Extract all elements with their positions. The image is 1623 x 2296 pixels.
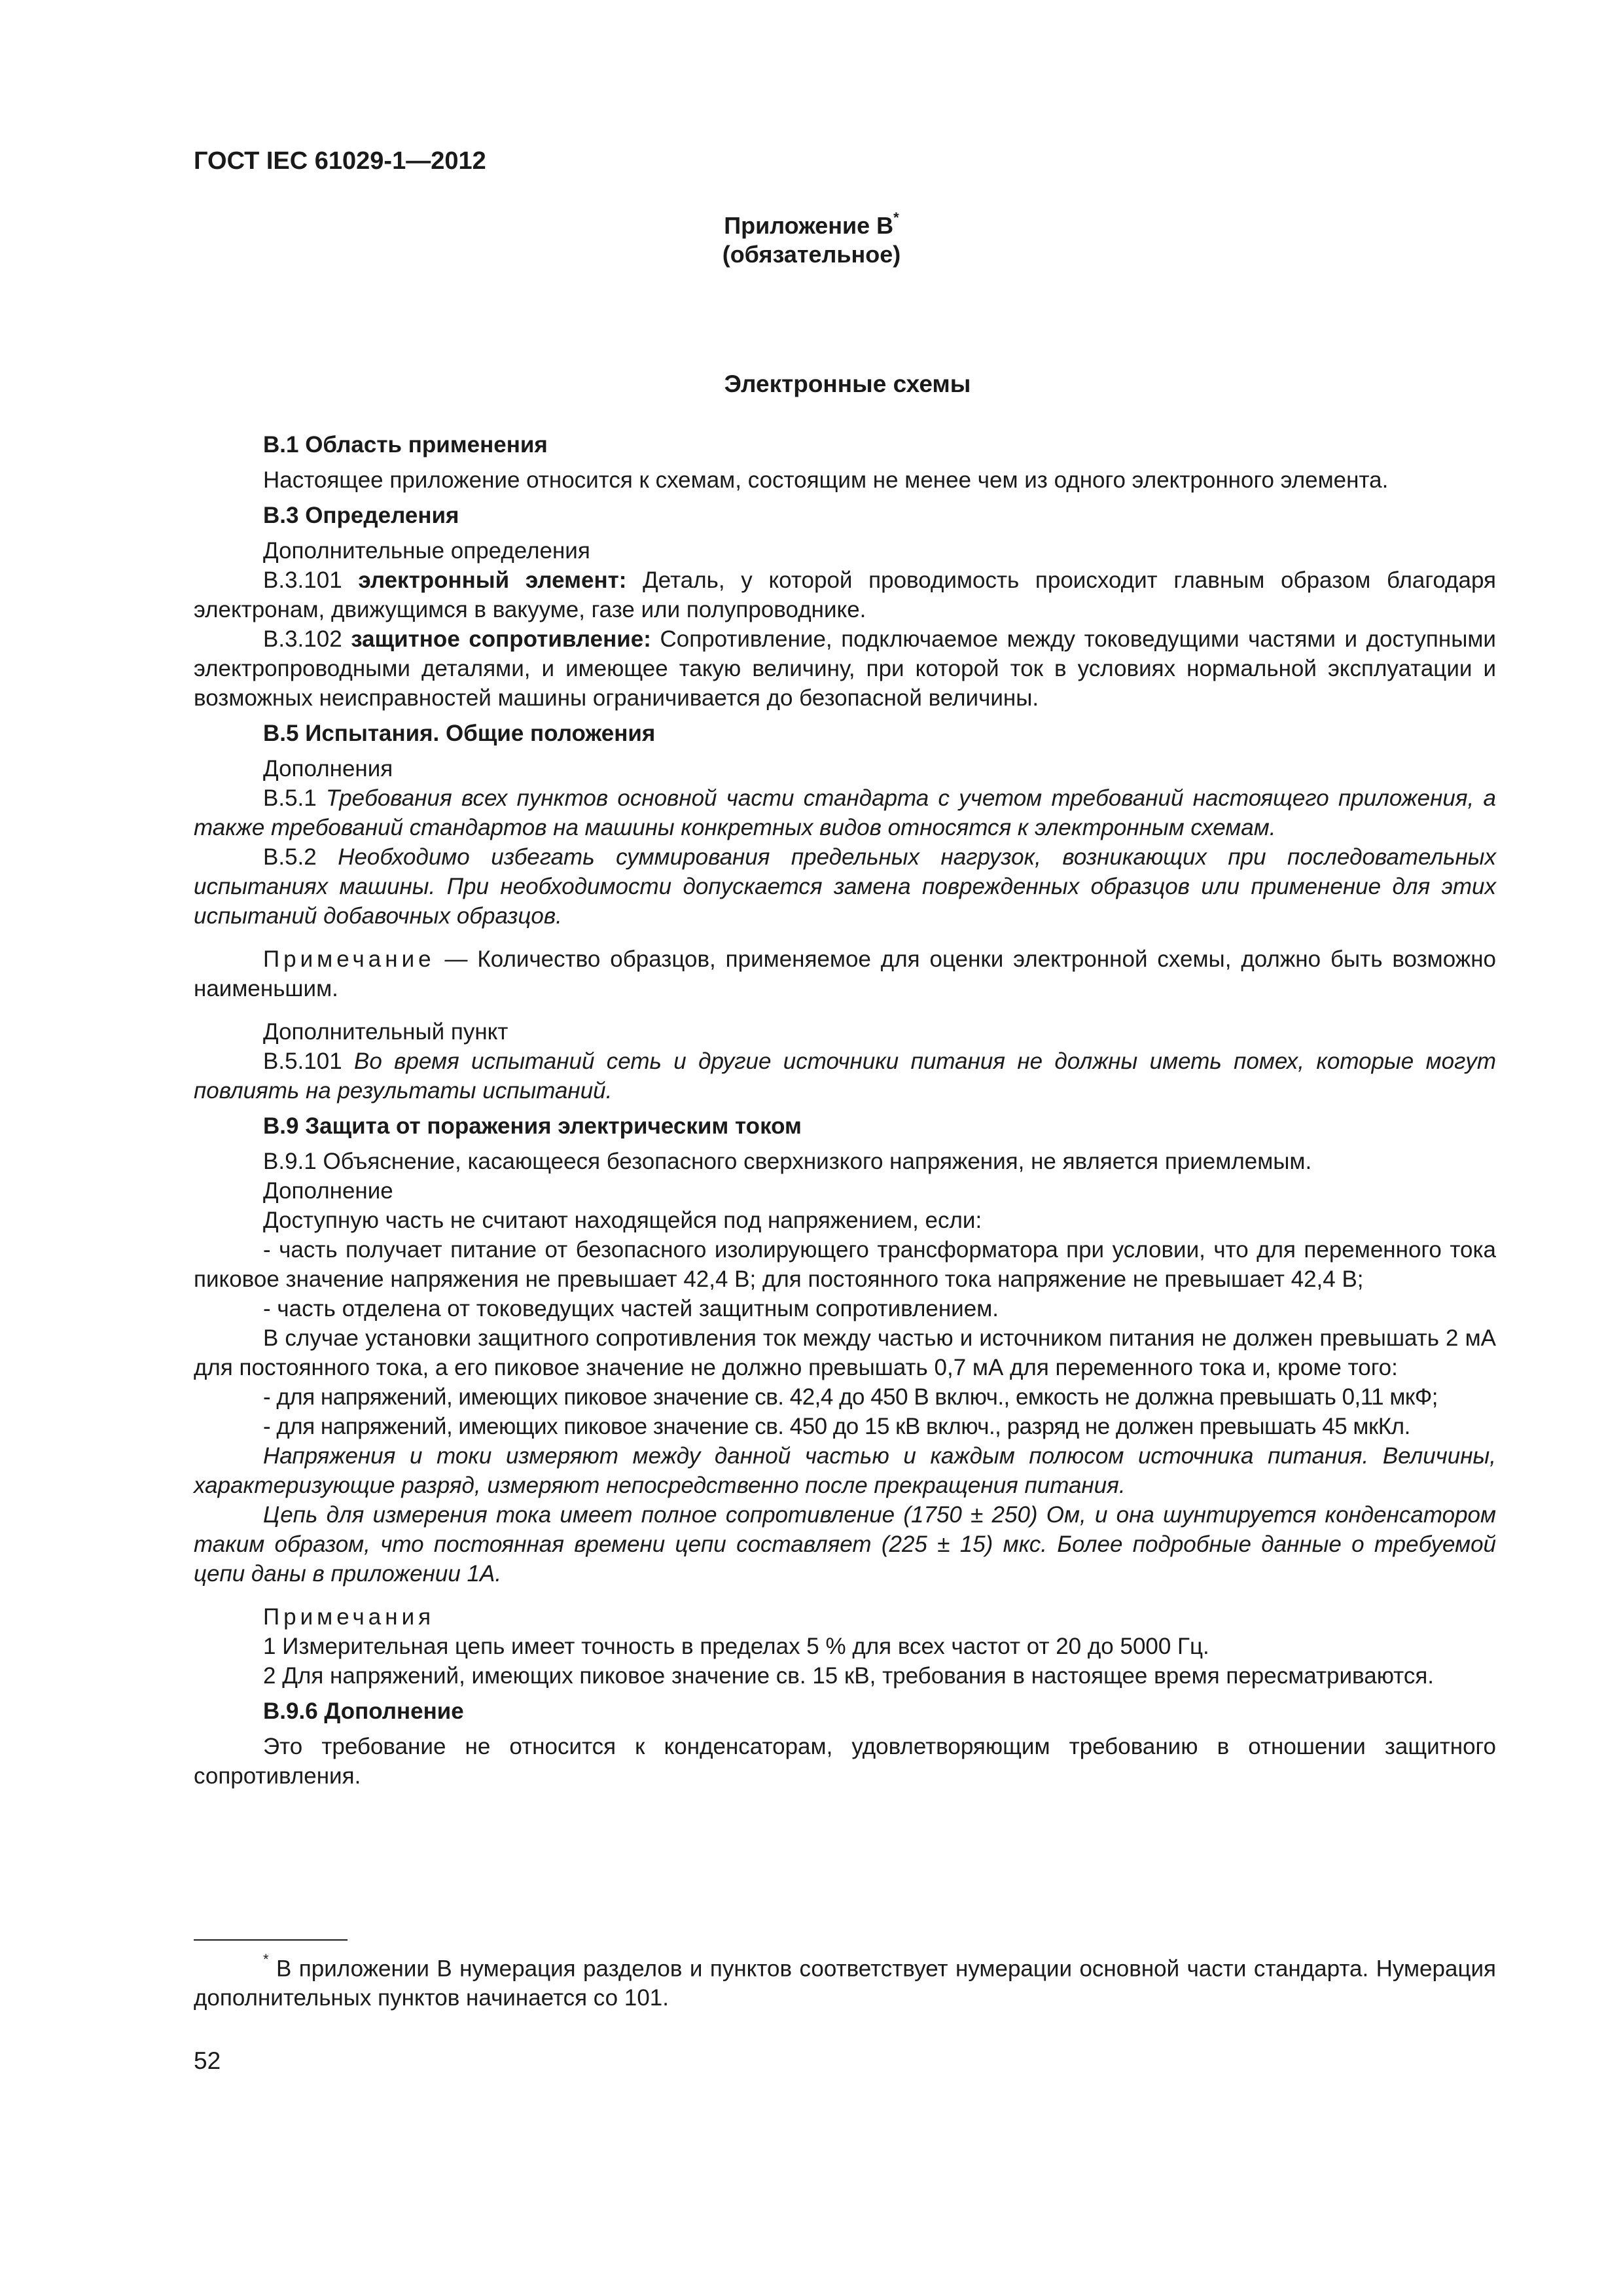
note-b5 xyxy=(194,944,1496,1003)
section-b9-condition: Доступную часть не считают находящейся под напряжением, если: xyxy=(263,1208,982,1233)
measurement-circuit-text: Цепь для измерения тока имеет полное сопротивление (1750 ± 250) Ом, и она шунтируется конденсатором таким образом, что постоянная времени цепи составляет (225 ± 15) мкс. Более подробные данные о требуемой цепи даны в приложении 1А. xyxy=(194,1502,1496,1587)
section-b9-addition: Дополнение xyxy=(263,1178,393,1204)
list-item: - часть отделена от токоведущих частей защитным сопротивлением. xyxy=(263,1296,999,1321)
clause-number: В.5.2 xyxy=(263,844,338,870)
section-b9-heading: В.9 Защита от поражения электрическим током xyxy=(263,1113,802,1139)
note-text: — Количество образцов, применяемое для оценки электронной схемы, должно быть возможно наименьшим. xyxy=(194,946,1496,1001)
footnote xyxy=(194,1949,1496,2013)
note-label: Примечание xyxy=(263,946,435,972)
footnote-divider xyxy=(194,1939,348,1941)
clause-b5-2 xyxy=(194,842,1496,931)
section-b5-heading: В.5 Испытания. Общие положения xyxy=(263,721,656,746)
footnote-text: В приложении В нумерация разделов и пунктов соответствует нумерации основной части стандарта. Нумерация дополнительных пунктов начинается со 101. xyxy=(194,1956,1496,2011)
definition-b3-102 xyxy=(194,624,1496,713)
annex-title: Приложение В xyxy=(724,212,894,239)
definition-text: Деталь, у которой проводимость происходит главным образом благодаря электронам, движущимся в вакууме, газе или полупроводнике. xyxy=(194,567,1496,622)
clause-text: Требования всех пунктов основной части стандарта с учетом требований настоящего приложения, а также требований стандартов на машины конкретных видов относятся к электронным схемам. xyxy=(194,785,1496,840)
annex-heading xyxy=(0,206,1623,269)
section-b1-heading: В.1 Область применения xyxy=(263,432,548,457)
clause-number: В.3.102 xyxy=(263,626,351,652)
annex-title-main: Электронные схемы xyxy=(724,370,971,397)
list-item: - для напряжений, имеющих пиковое значение св. 450 до 15 кВ включ., разряд не должен превышать 45 мкКл. xyxy=(263,1414,1410,1439)
clause-b5-1 xyxy=(194,783,1496,842)
section-b9-resistance: В случае установки защитного сопротивления ток между частью и источником питания не должен превышать 2 мА для постоянного тока, а его пиковое значение не должно превышать 0,7 мА для переменного тока и, кроме того: xyxy=(194,1325,1496,1380)
document-number-header: ГОСТ IEC 61029-1—2012 xyxy=(194,147,486,175)
list-item: - для напряжений, имеющих пиковое значение св. 42,4 до 450 В включ., емкость не должна превышать 0,11 мкФ; xyxy=(263,1384,1438,1410)
section-b1-text: Настоящее приложение относится к схемам, состоящим не менее чем из одного электронного элемента. xyxy=(263,467,1389,493)
definition-text: Сопротивление, подключаемое между токоведущими частями и доступными электропроводными деталями, и имеющее такую величину, при которой ток в условиях нормальной эксплуатации и возможных неисправностей машины ограничивается до безопасной величины. xyxy=(194,626,1496,711)
footnote-mark: * xyxy=(263,1951,269,1967)
annex-status: (обязательное) xyxy=(722,241,901,268)
section-b9-6-heading: В.9.6 Дополнение xyxy=(263,1698,464,1724)
defined-term: электронный элемент: xyxy=(358,567,627,593)
notes-label: Примечания xyxy=(263,1604,435,1630)
section-b3-heading: В.3 Определения xyxy=(263,503,459,528)
clause-text: Во время испытаний сеть и другие источники питания не должны иметь помех, которые могут повлиять на результаты испытаний. xyxy=(194,1049,1496,1103)
clause-number: В.5.101 xyxy=(263,1049,355,1074)
clause-b5-101 xyxy=(194,1047,1496,1105)
clause-b9-1: В.9.1 Объяснение, касающееся безопасного сверхнизкого напряжения, не является приемлемым. xyxy=(263,1149,1312,1174)
note-item: 1 Измерительная цепь имеет точность в пределах 5 % для всех частот от 20 до 5000 Гц. xyxy=(263,1634,1209,1659)
section-b3-intro: Дополнительные определения xyxy=(263,538,590,564)
section-b9-6-text: Это требование не относится к конденсаторам, удовлетворяющим требованию в отношении защитного сопротивления. xyxy=(194,1734,1496,1789)
document-body xyxy=(194,430,1496,1791)
list-item: - часть получает питание от безопасного изолирующего трансформатора при условии, что для переменного тока пиковое значение напряжения не превышает 42,4 В; для постоянного тока напряжение не превышает 42,4 В; xyxy=(194,1237,1496,1292)
section-b5-extra-intro: Дополнительный пункт xyxy=(263,1019,508,1045)
clause-number: В.3.101 xyxy=(263,567,359,593)
annex-footnote-mark: * xyxy=(893,209,899,226)
clause-text: Необходимо избегать суммирования предельных нагрузок, возникающих при последовательных испытаниях машины. При необходимости допускается замена поврежденных образцов или применение для этих испытаний добавочных образцов. xyxy=(194,844,1496,929)
section-b5-intro: Дополнения xyxy=(263,756,393,781)
clause-number: В.5.1 xyxy=(263,785,326,811)
definition-b3-101 xyxy=(194,565,1496,624)
note-item: 2 Для напряжений, имеющих пиковое значение св. 15 кВ, требования в настоящее время пересматриваются. xyxy=(263,1663,1434,1689)
defined-term: защитное сопротивление: xyxy=(351,626,651,652)
page-number: 52 xyxy=(194,2047,221,2074)
measurement-text: Напряжения и токи измеряют между данной частью и каждым полюсом источника питания. Величины, характеризующие разряд, измеряют непосредственно после прекращения питания. xyxy=(194,1443,1496,1498)
